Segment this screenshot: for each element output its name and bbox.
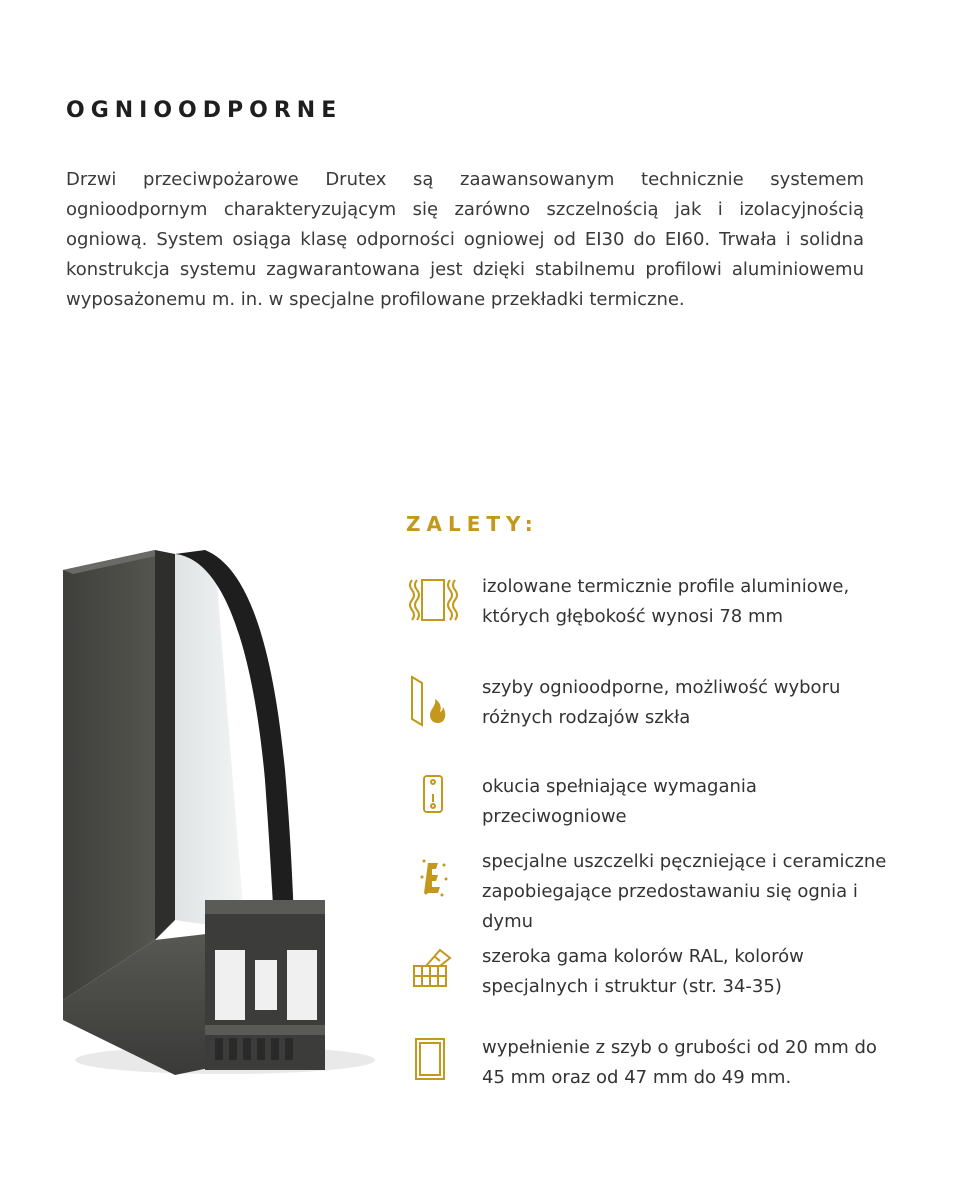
feature-text: izolowane termicznie profile aluminiowe, których głębokość wynosi 78 mm: [482, 576, 850, 627]
intro-paragraph: Drzwi przeciwpożarowe Drutex są zaawansowanym technicznie systemem ognioodpornym charakteryzującym się zarówno szczelnością jak i izolacyjnością ogniową. System osiąga klasę odporności ogniowej od EI30 do EI60. Trwała i solidna konstrukcja systemu zagwarantowana jest dzięki stabilnemu profilowi aluminiowemu wyposażonemu m. in. w specjalne profilowane przekładki termiczne.: [66, 169, 864, 310]
glass-panel-icon: [404, 1033, 462, 1091]
page-title: OGNIOODPORNE: [66, 98, 343, 123]
fireproof-glass-icon: [404, 673, 462, 731]
profile-illustration: [55, 520, 375, 1080]
feature-text: okucia spełniające wymagania przeciwogniowe: [482, 776, 757, 827]
feature-item-hardware: [404, 772, 914, 842]
feature-item-thermal: [404, 572, 914, 642]
feature-item-colors: [404, 942, 914, 1012]
color-palette-icon: [404, 942, 462, 1000]
feature-text: szyby ognioodporne, możliwość wyboru różnych rodzajów szkła: [482, 677, 841, 728]
thermal-insulation-icon: [404, 572, 462, 630]
advantages-title: ZALETY:: [406, 512, 539, 536]
feature-text: wypełnienie z szyb o grubości od 20 mm do 45 mm oraz od 47 mm do 49 mm.: [482, 1037, 877, 1088]
feature-item-filling: [404, 1033, 914, 1103]
door-handle-icon: [404, 772, 462, 830]
intumescent-seal-icon: [404, 847, 462, 905]
feature-item-glass: [404, 673, 914, 743]
feature-text: szeroka gama kolorów RAL, kolorów specjalnych i struktur (str. 34-35): [482, 946, 804, 997]
feature-text: specjalne uszczelki pęczniejące i ceramiczne zapobiegające przedostawaniu się ognia i dymu: [482, 851, 887, 932]
feature-item-seals: [404, 847, 914, 932]
